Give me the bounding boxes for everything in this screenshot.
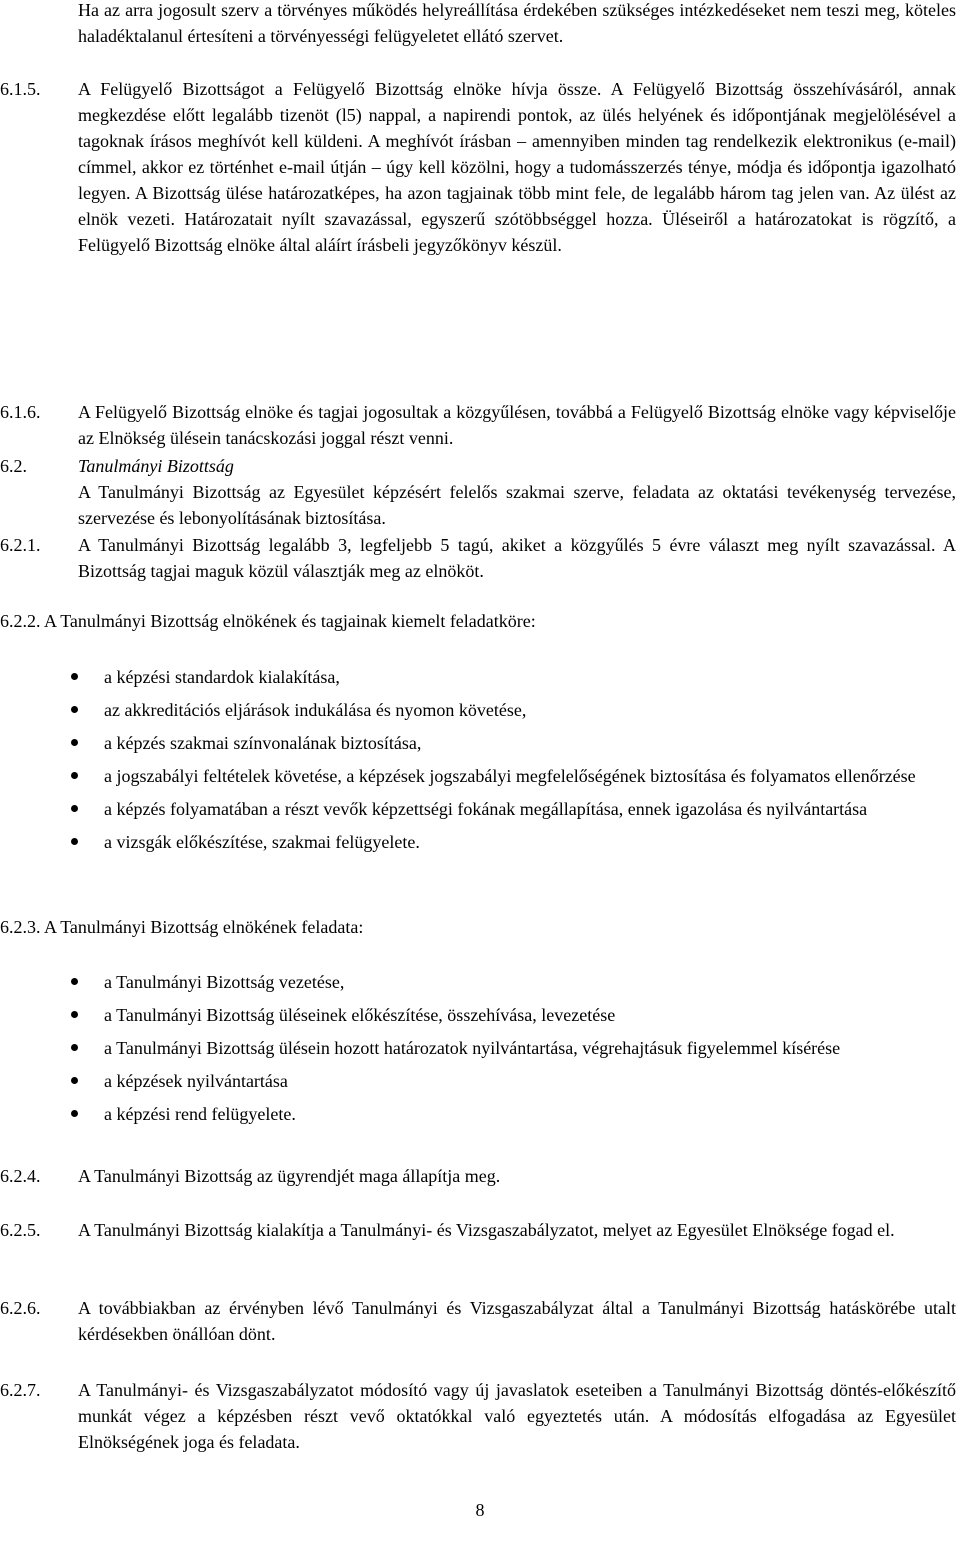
list-item: a képzés szakmai színvonalának biztosítása, (104, 730, 956, 756)
intro-paragraph: Ha az arra jogosult szerv a törvényes működés helyreállítása érdekében szükséges intézkedéseket nem teszi meg, köteles haladéktalanul értesíteni a törvényességi felügyeletet ellátó szervet. (78, 0, 956, 46)
section-number: 6.2.7. (0, 1380, 41, 1400)
section-number: 6.2.5. (0, 1220, 41, 1240)
section-text: A Felügyelő Bizottságot a Felügyelő Bizottság elnöke hívja össze. A Felügyelő Bizottság összehívásáról, annak megkezdése előtt legalább tizenöt (l5) nappal, a napirendi pontok, az ülés helyének és időpontjának megjelölésével a tagoknak írásos meghívót kell küldeni. A meghívót írásban – amennyiben minden tag rendelkezik elektronikus (e-mail) címmel, akkor ez történhet e-mail útján – úgy kell közölni, hogy a tudomásszerzés ténye, módja és időpontja igazolható legyen. A Bizottság ülése határozatképes, ha azon tagjainak több mint fele, de legalább három tag jelen van. Az ülést az elnök vezeti. Határozatait nyílt szavazással, egyszerű szótöbbséggel hozza. Üléseiről a határozatokat is rögzítő, a Felügyelő Bizottság elnöke által aláírt írásbeli jegyzőkönyv készül. (78, 79, 956, 255)
list-item: a vizsgák előkészítése, szakmai felügyelete. (104, 829, 956, 855)
section-text: A Felügyelő Bizottság elnöke és tagjai jogosultak a közgyűlésen, továbbá a Felügyelő Bizottság elnöke vagy képviselője az Elnökség ülésein tanácskozási joggal részt venni. (78, 402, 956, 448)
section-heading: 6.2.2. A Tanulmányi Bizottság elnökének és tagjainak kiemelt feladatköre: (0, 611, 536, 631)
section-number: 6.2.4. (0, 1166, 41, 1186)
section-text: A Tanulmányi Bizottság kialakítja a Tanulmányi- és Vizsgaszabályzatot, melyet az Egyesület Elnöksége fogad el. (78, 1220, 895, 1240)
bullet-list (104, 969, 956, 1134)
bullet-list (104, 664, 956, 862)
section-text: A Tanulmányi Bizottság az Egyesület képzésért felelős szakmai szerve, feladata az oktatási tevékenység tervezése, szervezése és lebonyolításának biztosítása. (78, 482, 956, 528)
section-text: A továbbiakban az érvényben lévő Tanulmányi és Vizsgaszabályzat által a Tanulmányi Bizottság hatáskörébe utalt kérdésekben önállóan dönt. (78, 1298, 956, 1344)
section-title: Tanulmányi Bizottság (78, 456, 234, 476)
list-item: a képzési standardok kialakítása, (104, 664, 956, 690)
list-item: a Tanulmányi Bizottság vezetése, (104, 969, 956, 995)
section-text: A Tanulmányi- és Vizsgaszabályzatot módosító vagy új javaslatok eseteiben a Tanulmányi Bizottság döntés-előkészítő munkát végez a képzésben részt vevő oktatókkal való egyeztetés után. A módosítás elfogadása az Egyesület Elnökségének joga és feladata. (78, 1380, 956, 1452)
list-item: az akkreditációs eljárások indukálása és nyomon követése, (104, 697, 956, 723)
list-item: a Tanulmányi Bizottság üléseinek előkészítése, összehívása, levezetése (104, 1002, 956, 1028)
section-text: A Tanulmányi Bizottság legalább 3, legfeljebb 5 tagú, akiket a közgyűlés 5 évre választ meg nyílt szavazással. A Bizottság tagjai maguk közül választják meg az elnököt. (78, 535, 956, 581)
list-item: a képzések nyilvántartása (104, 1068, 956, 1094)
list-item: a képzési rend felügyelete. (104, 1101, 956, 1127)
section-number: 6.2. (0, 456, 27, 476)
section-number: 6.2.6. (0, 1298, 41, 1318)
list-item: a jogszabályi feltételek követése, a képzések jogszabályi megfelelőségének biztosítása és folyamatos ellenőrzése (104, 763, 956, 789)
section-number: 6.1.6. (0, 402, 41, 422)
page-number: 8 (475, 1500, 485, 1520)
list-item: a képzés folyamatában a részt vevők képzettségi fokának megállapítása, ennek igazolása és nyilvántartása (104, 796, 956, 822)
section-text: A Tanulmányi Bizottság az ügyrendjét maga állapítja meg. (78, 1166, 501, 1186)
section-number: 6.2.1. (0, 535, 41, 555)
list-item: a Tanulmányi Bizottság ülésein hozott határozatok nyilvántartása, végrehajtásuk figyelemmel kísérése (104, 1035, 956, 1061)
section-number: 6.1.5. (0, 79, 41, 99)
section-heading: 6.2.3. A Tanulmányi Bizottság elnökének feladata: (0, 917, 364, 937)
